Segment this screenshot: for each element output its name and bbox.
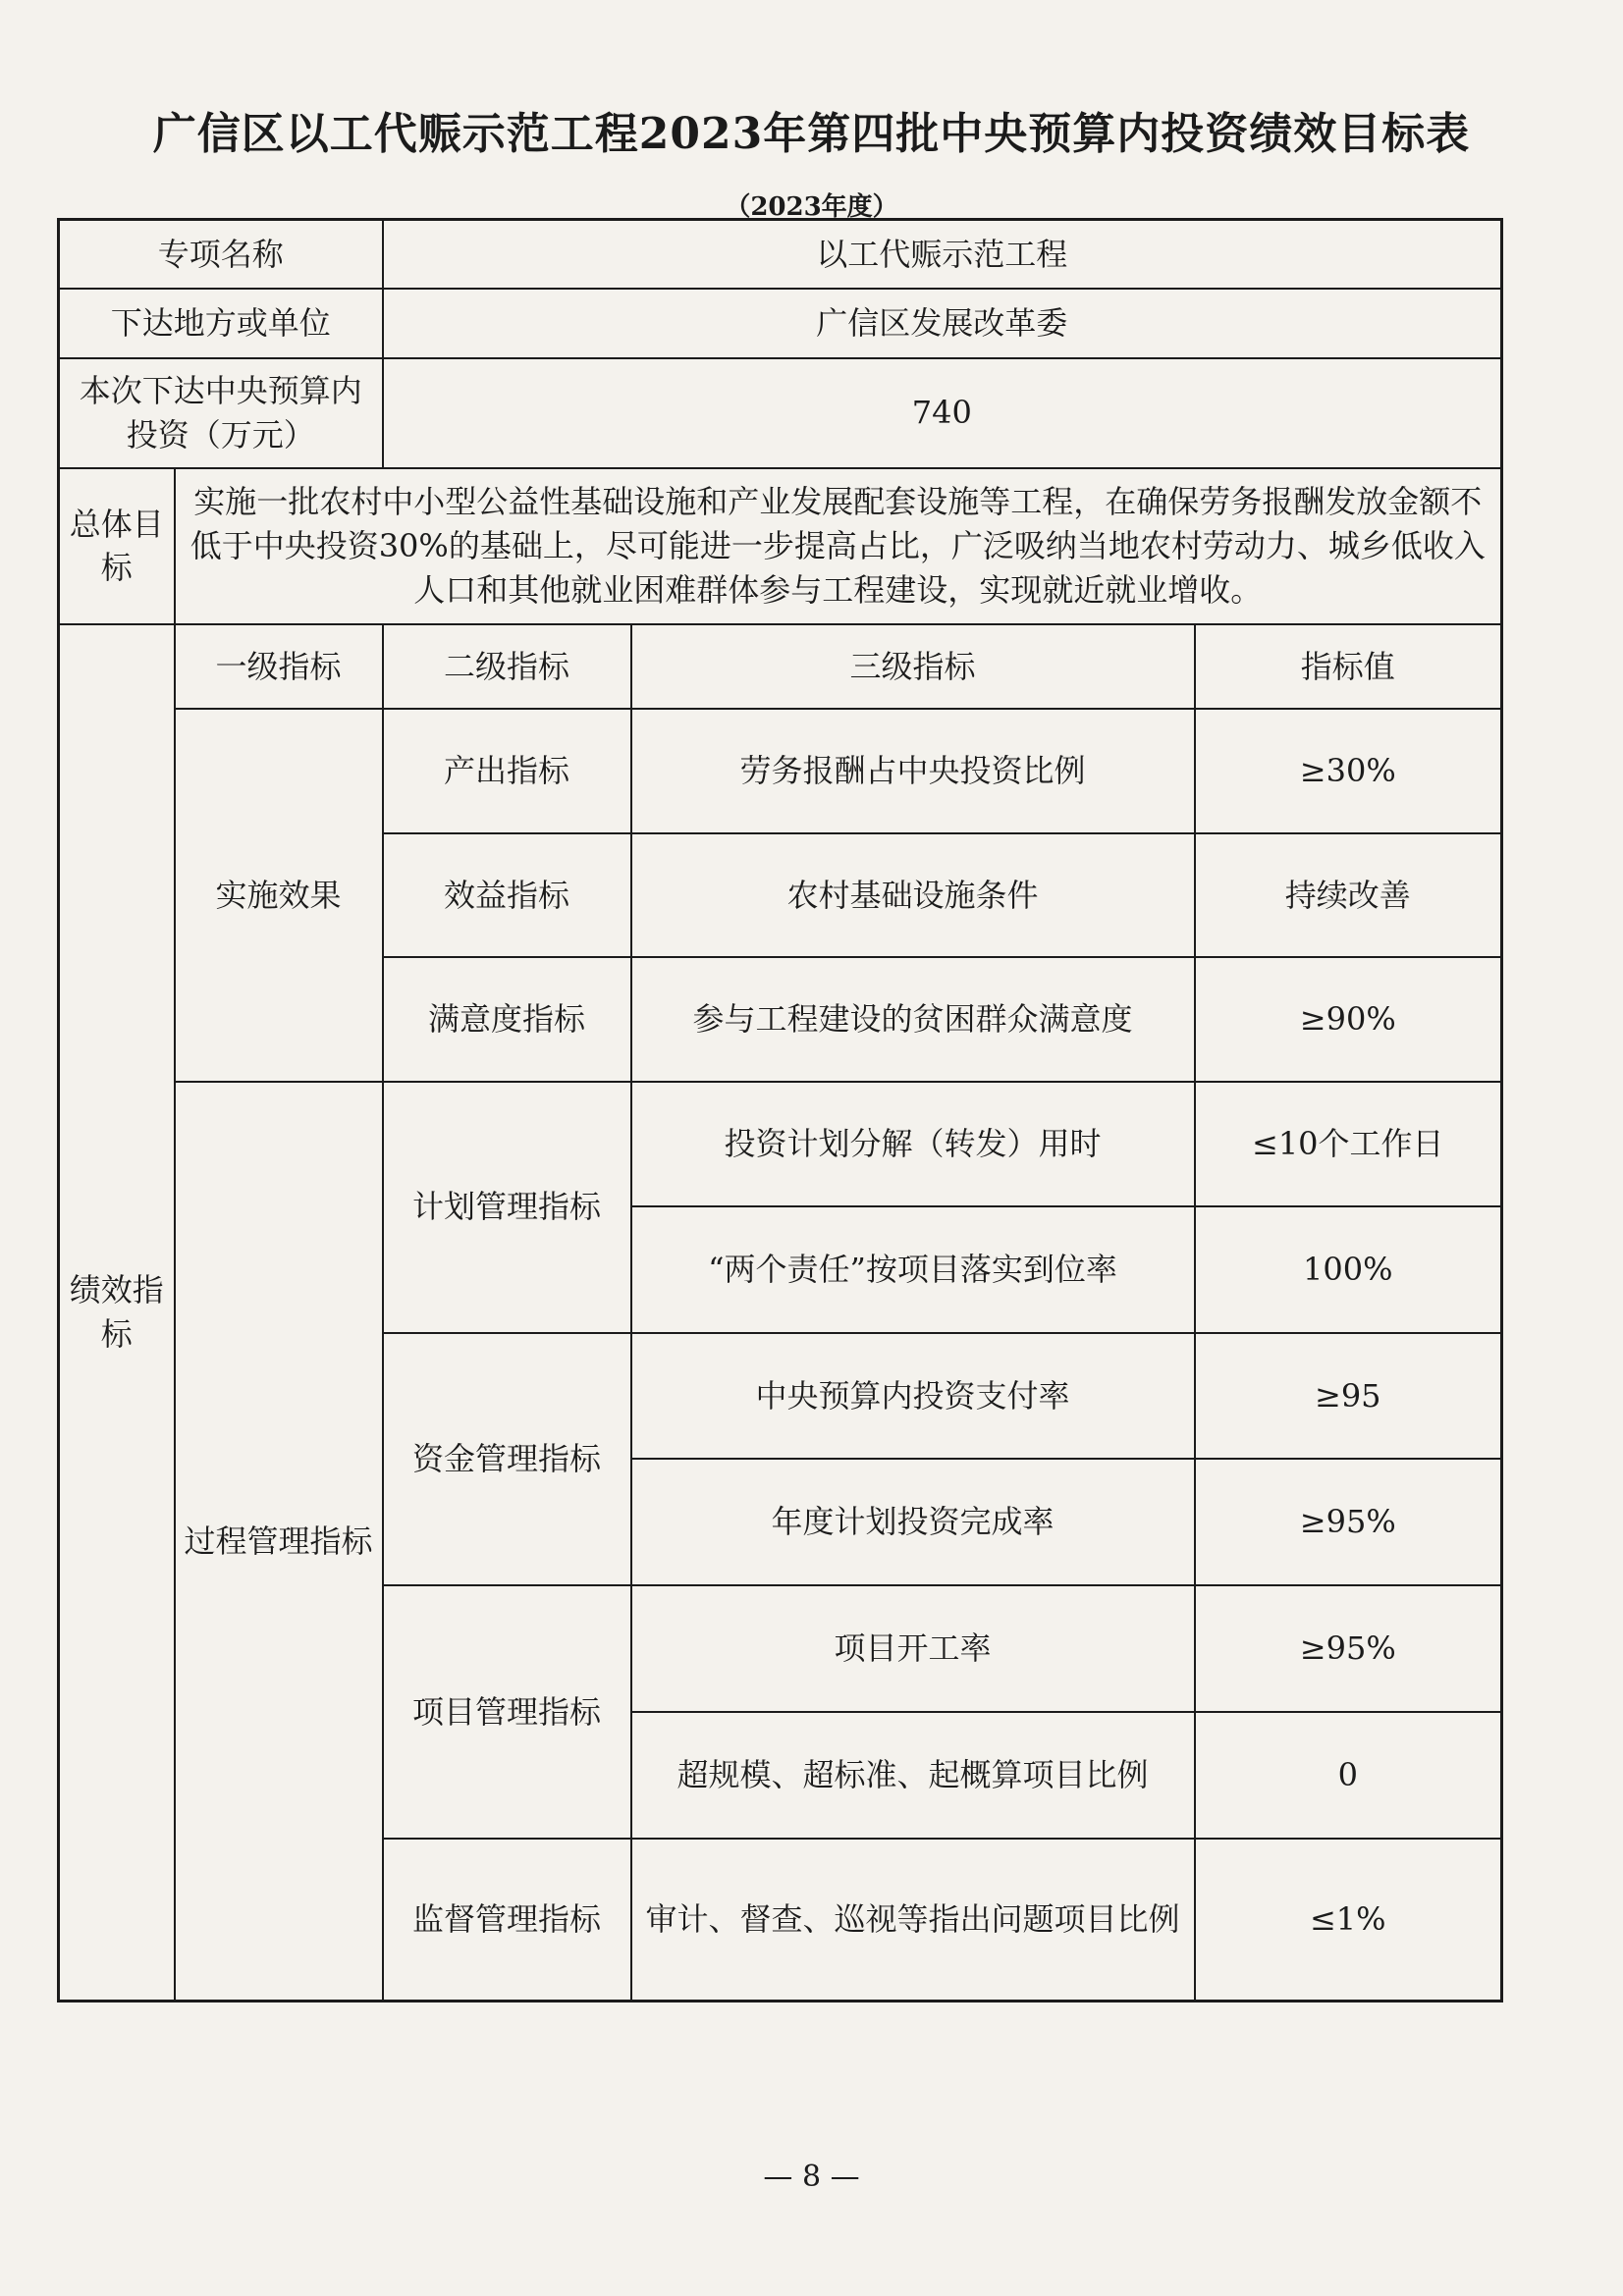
indicator-value: ≥95% [1195, 1585, 1502, 1712]
level2-output: 产出指标 [383, 709, 631, 833]
level3-indicator: 超规模、超标准、起概算项目比例 [631, 1712, 1195, 1839]
investment-label: 本次下达中央预算内投资（万元） [59, 358, 383, 468]
performance-target-table [57, 218, 1503, 2002]
level1-process-management: 过程管理指标 [175, 1082, 383, 2002]
level3-indicator: 农村基础设施条件 [631, 833, 1195, 958]
level2-project-management: 项目管理指标 [383, 1585, 631, 1839]
indicators-section-label: 绩效指标 [59, 624, 175, 2002]
header-level2: 二级指标 [383, 624, 631, 709]
level1-implementation-effect: 实施效果 [175, 709, 383, 1082]
indicator-value: ≥90% [1195, 957, 1502, 1082]
overall-goal-row [59, 468, 1502, 624]
level3-indicator: 年度计划投资完成率 [631, 1459, 1195, 1585]
indicator-value: 100% [1195, 1206, 1502, 1333]
level2-satisfaction: 满意度指标 [383, 957, 631, 1082]
info-row-issuing-unit [59, 289, 1502, 358]
info-row-project-name [59, 220, 1502, 290]
project-name-value: 以工代赈示范工程 [383, 220, 1502, 290]
table-row [59, 709, 1502, 833]
level3-indicator: 项目开工率 [631, 1585, 1195, 1712]
header-level3: 三级指标 [631, 624, 1195, 709]
indicator-value: ≤10个工作日 [1195, 1082, 1502, 1206]
indicator-value: 0 [1195, 1712, 1502, 1839]
indicator-header-row [59, 624, 1502, 709]
overall-goal-label: 总体目标 [59, 468, 175, 624]
indicator-value: ≥95 [1195, 1333, 1502, 1460]
page-subtitle: （2023年度） [725, 192, 898, 222]
indicator-value: ≥30% [1195, 709, 1502, 833]
info-row-investment [59, 358, 1502, 468]
level3-indicator: 审计、督查、巡视等指出问题项目比例 [631, 1839, 1195, 2001]
header-level1: 一级指标 [175, 624, 383, 709]
issuing-unit-value: 广信区发展改革委 [383, 289, 1502, 358]
level3-indicator: 投资计划分解（转发）用时 [631, 1082, 1195, 1206]
indicator-value: 持续改善 [1195, 833, 1502, 958]
level3-indicator: “两个责任”按项目落实到位率 [631, 1206, 1195, 1333]
overall-goal-text: 实施一批农村中小型公益性基础设施和产业发展配套设施等工程，在确保劳务报酬发放金额不低于中央投资30%的基础上，尽可能进一步提高占比，广泛吸纳当地农村劳动力、城乡低收入人口和其他就业困难群体参与工程建设，实现就近就业增收。 [175, 468, 1502, 624]
level2-fund-management: 资金管理指标 [383, 1333, 631, 1586]
indicator-value: ≤1% [1195, 1839, 1502, 2001]
level3-indicator: 中央预算内投资支付率 [631, 1333, 1195, 1460]
header-value: 指标值 [1195, 624, 1502, 709]
level2-benefit: 效益指标 [383, 833, 631, 958]
investment-value: 740 [383, 358, 1502, 468]
page-title: 广信区以工代赈示范工程2023年第四批中央预算内投资绩效目标表 [152, 109, 1471, 159]
project-name-label: 专项名称 [59, 220, 383, 290]
indicator-value: ≥95% [1195, 1459, 1502, 1585]
page-number: — 8 — [763, 2160, 860, 2194]
table-row [59, 1082, 1502, 1206]
level2-supervision-management: 监督管理指标 [383, 1839, 631, 2001]
level3-indicator: 劳务报酬占中央投资比例 [631, 709, 1195, 833]
issuing-unit-label: 下达地方或单位 [59, 289, 383, 358]
level3-indicator: 参与工程建设的贫困群众满意度 [631, 957, 1195, 1082]
level2-plan-management: 计划管理指标 [383, 1082, 631, 1333]
